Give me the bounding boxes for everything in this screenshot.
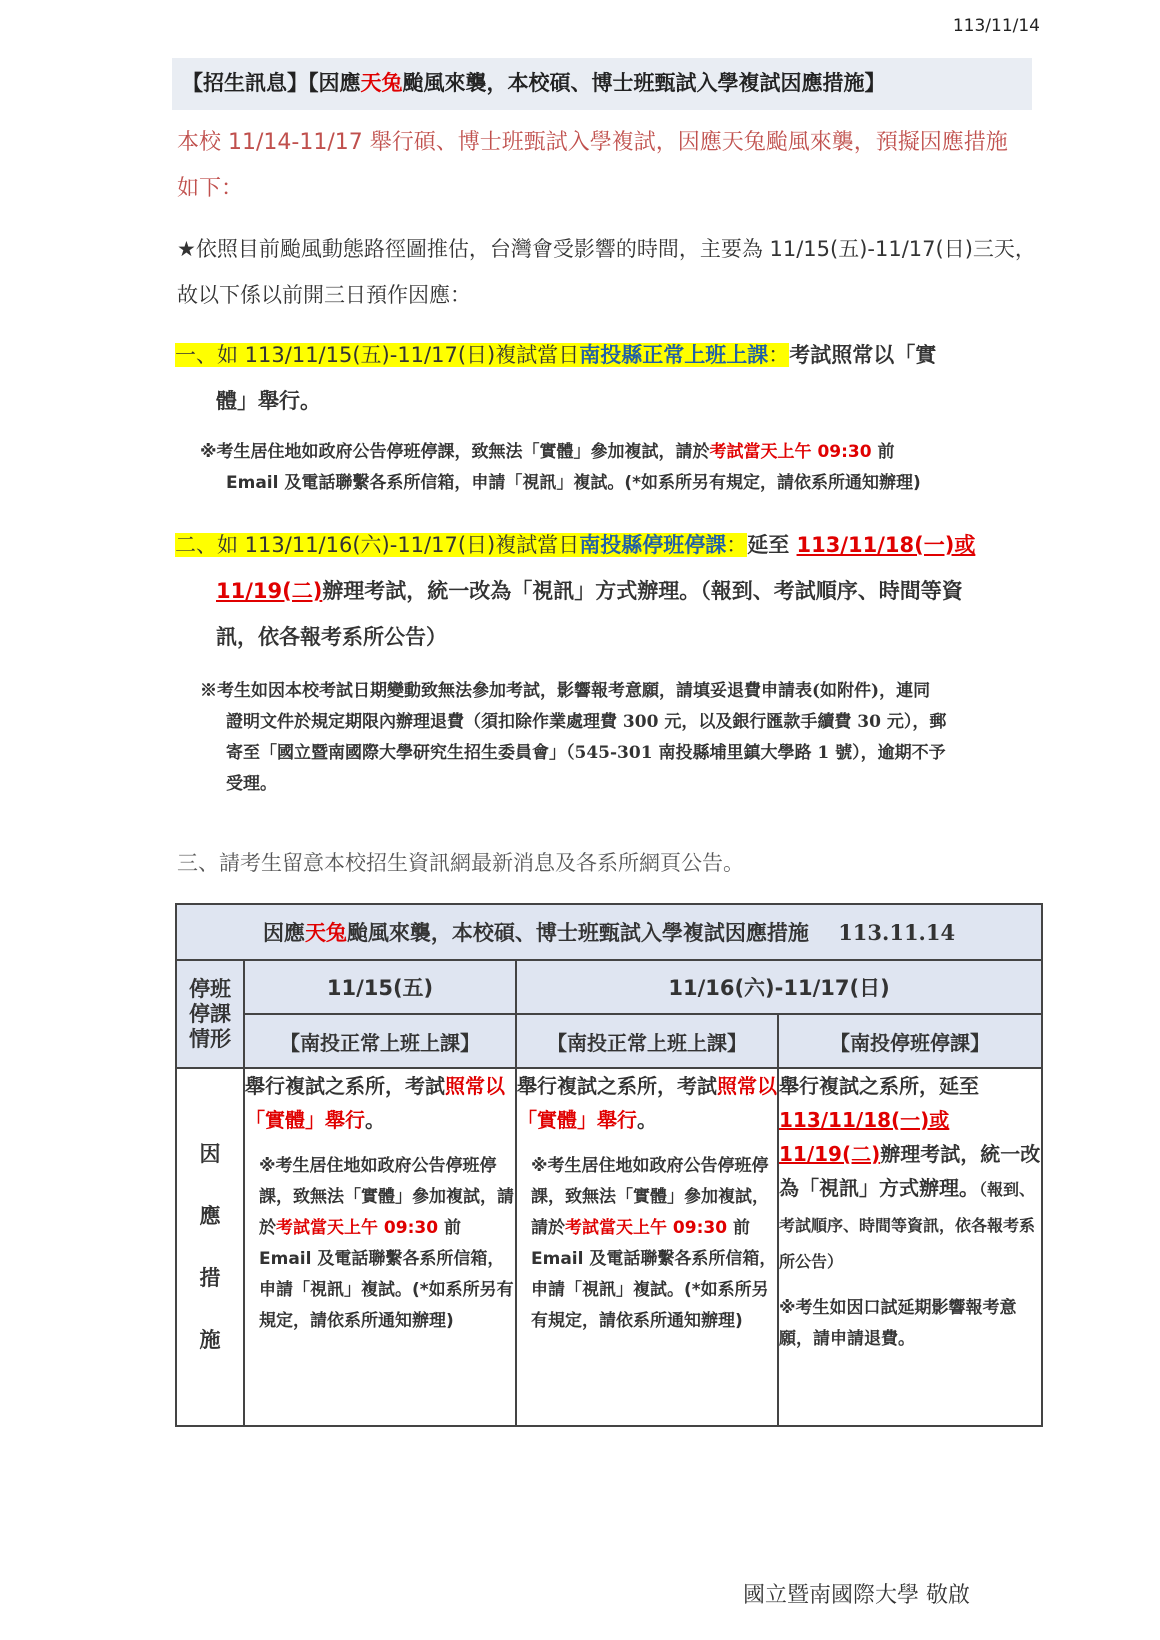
note-1: ※考生居住地如政府公告停班停課，致無法「實體」參加複試，請於考試當天上午 09:30 前 — [200, 442, 895, 462]
measure-item-1: 一、如 113/11/15(五)-11/17(日)複試當日南投縣正常上班上課：考試照常以「實 — [175, 343, 937, 367]
postpone-date-2: 11/19(二) — [216, 579, 323, 603]
document-date: 113/11/14 — [952, 16, 1040, 36]
postpone-date-1: 113/11/18(一)或 — [796, 533, 976, 557]
table-caption: 因應天兔颱風來襲，本校碩、博士班甄試入學複試因應措施 113.11.14 — [176, 904, 1042, 960]
table-side-header: 停班停課情形 — [176, 960, 244, 1068]
page-title: 【招生訊息】【因應天兔颱風來襲，本校碩、博士班甄試入學複試因應措施】 — [182, 71, 886, 95]
condition-normal: 南投縣正常上班上課 — [579, 343, 769, 367]
table-status-1: 【南投正常上班上課】 — [244, 1014, 516, 1068]
condition-closed: 南投縣停班停課 — [579, 533, 727, 557]
measures-table — [175, 903, 1043, 1427]
table-status-3: 【南投停班停課】 — [778, 1014, 1042, 1068]
intro-paragraph: 本校 11/14-11/17 舉行碩、博士班甄試入學複試，因應天兔颱風來襲，預擬因應措施如下： — [177, 130, 1008, 201]
signature: 國立暨南國際大學 敬啟 — [743, 1583, 970, 1608]
table-day-2: 11/16(六)-11/17(日) — [516, 960, 1042, 1014]
refund-note: ※考生如因本校考試日期變動致無法參加考試，影響報考意願，請填妥退費申請表(如附件)，連同 證明文件於規定期限內辦理退費（須扣除作業處理費 300 元，以及銀行匯款手續費 30 元），郵 寄至「國立暨南國際大學研究生招生委員會」（545-301 南投縣埔里鎮大學路 1 號），逾期不予 受理。 — [200, 681, 947, 794]
table-cell-normal-2: 舉行複試之系所，考試照常以「實體」舉行。 ※考生居住地如政府公告停班停課，致無法「實體」參加複試，請於考試當天上午 09:30 前 Email 及電話聯繫各系所信箱，申請「視訊」複試。(*如系所另有規定，請依系所通知辦理) — [516, 1068, 778, 1426]
deadline-text: 考試當天上午 09:30 — [709, 442, 872, 462]
typhoon-name: 天兔 — [360, 71, 403, 95]
table-measure-label: 因應措施 — [176, 1068, 244, 1426]
measure-item-3: 三、請考生留意本校招生資訊網最新消息及各系所網頁公告。 — [177, 851, 744, 875]
note-1-cont: Email 及電話聯繫各系所信箱，申請「視訊」複試。(*如系所另有規定，請依系所通知辦理) — [226, 473, 921, 493]
measure-item-2: 二、如 113/11/16(六)-11/17(日)複試當日南投縣停班停課：延至 113/11/18(一)或 — [175, 533, 976, 557]
table-status-2: 【南投正常上班上課】 — [516, 1014, 778, 1068]
table-day-1: 11/15(五) — [244, 960, 516, 1014]
measure-item-1-cont: 體」舉行。 — [216, 389, 321, 413]
measure-item-2-cont2: 訊，依各報考系所公告） — [216, 625, 447, 649]
table-cell-closed: 舉行複試之系所，延至 113/11/18(一)或 11/19(二)辦理考試，統一改為「視訊」方式辦理。（報到、考試順序、時間等資訊，依各報考系所公告） ※考生如因口試延期影響報考意願，請申請退費。 — [778, 1068, 1042, 1426]
forecast-paragraph: ★依照目前颱風動態路徑圖推估，台灣會受影響的時間，主要為 11/15(五)-11/17(日)三天，故以下係以前開三日預作因應： — [177, 237, 1036, 307]
measure-item-2-cont: 11/19(二)辦理考試，統一改為「視訊」方式辦理。（報到、考試順序、時間等資 — [216, 579, 963, 603]
table-cell-normal-1: 舉行複試之系所，考試照常以「實體」舉行。 ※考生居住地如政府公告停班停課，致無法「實體」參加複試，請於考試當天上午 09:30 前 Email 及電話聯繫各系所信箱，申請「視訊」複試。(*如系所另有規定，請依系所通知辦理) — [244, 1068, 516, 1426]
